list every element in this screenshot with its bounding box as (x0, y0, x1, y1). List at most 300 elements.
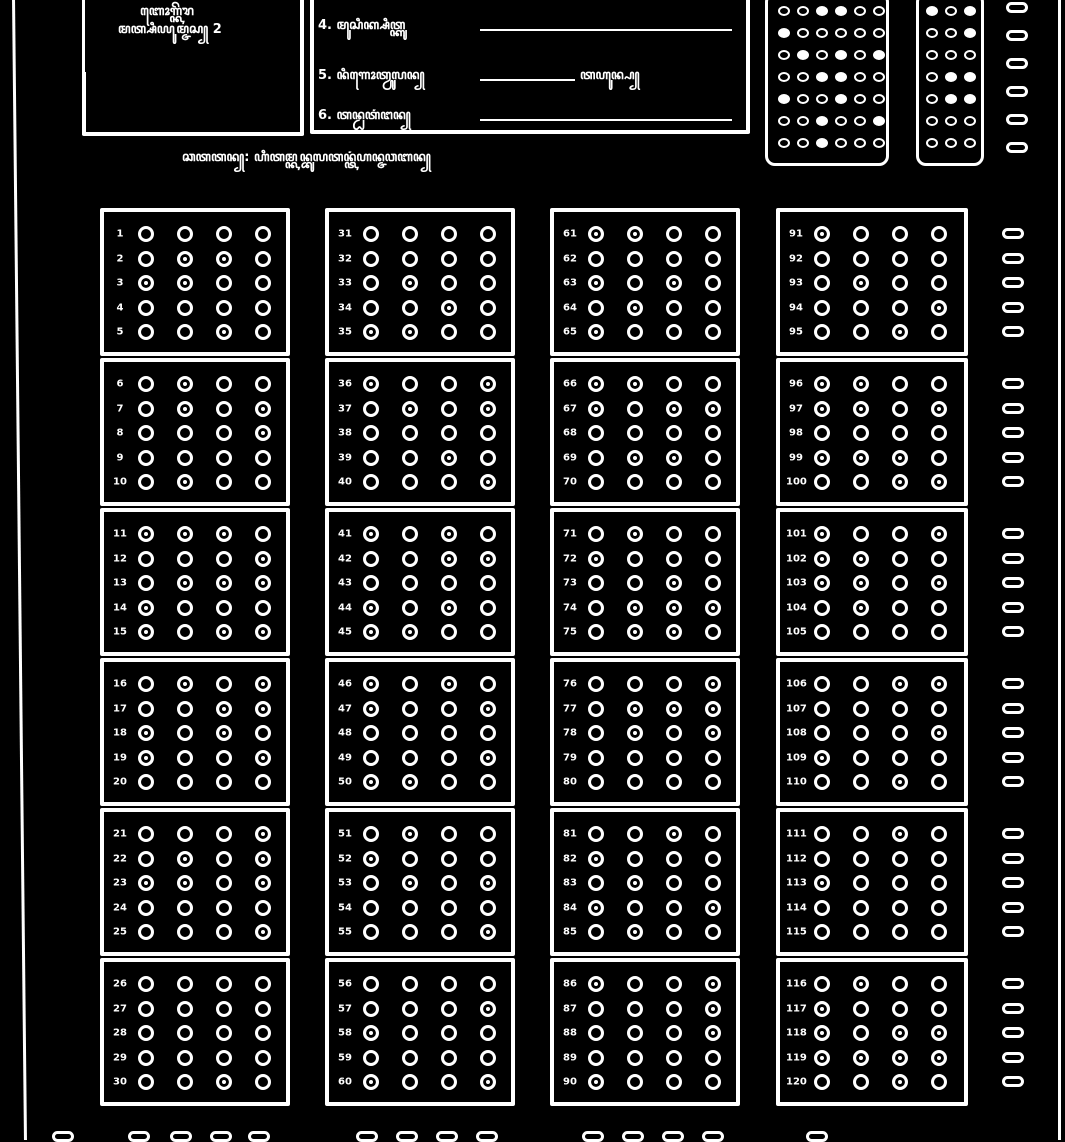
answer-bubble[interactable] (138, 774, 154, 790)
answer-bubble[interactable] (255, 251, 271, 267)
answer-bubble[interactable] (588, 624, 604, 640)
answer-bubble[interactable] (363, 1074, 379, 1090)
answer-bubble[interactable] (892, 624, 908, 640)
answer-bubble[interactable] (255, 1074, 271, 1090)
answer-bubble[interactable] (588, 851, 604, 867)
code-bubble[interactable] (964, 50, 976, 60)
answer-bubble[interactable] (588, 875, 604, 891)
answer-bubble[interactable] (814, 551, 830, 567)
answer-bubble[interactable] (853, 376, 869, 392)
answer-bubble[interactable] (705, 725, 721, 741)
code-bubble[interactable] (816, 138, 828, 148)
answer-bubble[interactable] (853, 701, 869, 717)
answer-bubble[interactable] (666, 226, 682, 242)
answer-bubble[interactable] (138, 376, 154, 392)
answer-bubble[interactable] (814, 401, 830, 417)
answer-bubble[interactable] (814, 324, 830, 340)
answer-bubble[interactable] (627, 300, 643, 316)
answer-bubble[interactable] (814, 875, 830, 891)
answer-bubble[interactable] (255, 226, 271, 242)
answer-bubble[interactable] (892, 875, 908, 891)
code-bubble[interactable] (964, 138, 976, 148)
answer-bubble[interactable] (892, 450, 908, 466)
answer-bubble[interactable] (627, 750, 643, 766)
answer-bubble[interactable] (441, 425, 457, 441)
answer-bubble[interactable] (705, 624, 721, 640)
answer-bubble[interactable] (216, 924, 232, 940)
answer-bubble[interactable] (892, 275, 908, 291)
answer-bubble[interactable] (814, 1025, 830, 1041)
answer-bubble[interactable] (177, 924, 193, 940)
answer-bubble[interactable] (705, 826, 721, 842)
answer-bubble[interactable] (177, 376, 193, 392)
answer-bubble[interactable] (480, 900, 496, 916)
answer-bubble[interactable] (441, 474, 457, 490)
answer-bubble[interactable] (402, 450, 418, 466)
answer-bubble[interactable] (441, 324, 457, 340)
answer-bubble[interactable] (892, 826, 908, 842)
answer-bubble[interactable] (480, 474, 496, 490)
answer-bubble[interactable] (441, 275, 457, 291)
answer-bubble[interactable] (666, 1050, 682, 1066)
answer-bubble[interactable] (931, 251, 947, 267)
answer-bubble[interactable] (705, 900, 721, 916)
answer-bubble[interactable] (480, 551, 496, 567)
code-bubble[interactable] (778, 116, 790, 126)
answer-bubble[interactable] (441, 376, 457, 392)
answer-bubble[interactable] (705, 474, 721, 490)
answer-bubble[interactable] (814, 624, 830, 640)
answer-bubble[interactable] (138, 300, 154, 316)
answer-bubble[interactable] (853, 774, 869, 790)
answer-bubble[interactable] (138, 575, 154, 591)
answer-bubble[interactable] (814, 275, 830, 291)
code-bubble[interactable] (945, 116, 957, 126)
answer-bubble[interactable] (480, 774, 496, 790)
answer-bubble[interactable] (138, 826, 154, 842)
answer-bubble[interactable] (853, 976, 869, 992)
answer-bubble[interactable] (363, 324, 379, 340)
answer-bubble[interactable] (441, 826, 457, 842)
answer-bubble[interactable] (363, 251, 379, 267)
answer-bubble[interactable] (402, 1025, 418, 1041)
answer-bubble[interactable] (705, 750, 721, 766)
answer-bubble[interactable] (588, 1025, 604, 1041)
answer-bubble[interactable] (627, 226, 643, 242)
answer-bubble[interactable] (138, 851, 154, 867)
answer-bubble[interactable] (216, 226, 232, 242)
answer-bubble[interactable] (138, 450, 154, 466)
answer-bubble[interactable] (363, 774, 379, 790)
answer-bubble[interactable] (177, 425, 193, 441)
answer-bubble[interactable] (892, 1001, 908, 1017)
code-bubble[interactable] (854, 94, 866, 104)
answer-bubble[interactable] (705, 551, 721, 567)
answer-bubble[interactable] (402, 851, 418, 867)
answer-bubble[interactable] (138, 1001, 154, 1017)
answer-bubble[interactable] (441, 725, 457, 741)
answer-bubble[interactable] (216, 425, 232, 441)
answer-bubble[interactable] (138, 425, 154, 441)
answer-bubble[interactable] (931, 425, 947, 441)
answer-bubble[interactable] (931, 774, 947, 790)
code-bubble[interactable] (816, 28, 828, 38)
answer-bubble[interactable] (216, 401, 232, 417)
answer-bubble[interactable] (853, 725, 869, 741)
answer-bubble[interactable] (931, 1001, 947, 1017)
answer-bubble[interactable] (255, 401, 271, 417)
answer-bubble[interactable] (853, 324, 869, 340)
answer-bubble[interactable] (177, 1050, 193, 1066)
answer-bubble[interactable] (138, 701, 154, 717)
answer-bubble[interactable] (666, 624, 682, 640)
answer-bubble[interactable] (441, 676, 457, 692)
answer-bubble[interactable] (666, 900, 682, 916)
answer-bubble[interactable] (627, 826, 643, 842)
answer-bubble[interactable] (814, 701, 830, 717)
answer-bubble[interactable] (892, 226, 908, 242)
answer-bubble[interactable] (402, 750, 418, 766)
answer-bubble[interactable] (931, 976, 947, 992)
answer-bubble[interactable] (138, 1025, 154, 1041)
answer-bubble[interactable] (177, 750, 193, 766)
answer-bubble[interactable] (588, 425, 604, 441)
answer-bubble[interactable] (402, 875, 418, 891)
answer-bubble[interactable] (138, 1050, 154, 1066)
form-line-blank[interactable] (480, 79, 575, 81)
answer-bubble[interactable] (705, 575, 721, 591)
answer-bubble[interactable] (931, 624, 947, 640)
answer-bubble[interactable] (480, 624, 496, 640)
answer-bubble[interactable] (588, 474, 604, 490)
answer-bubble[interactable] (402, 401, 418, 417)
answer-bubble[interactable] (705, 875, 721, 891)
code-bubble[interactable] (797, 116, 809, 126)
answer-bubble[interactable] (441, 624, 457, 640)
answer-bubble[interactable] (627, 376, 643, 392)
code-bubble[interactable] (873, 138, 885, 148)
answer-bubble[interactable] (627, 575, 643, 591)
answer-bubble[interactable] (138, 600, 154, 616)
answer-bubble[interactable] (814, 725, 830, 741)
answer-bubble[interactable] (363, 875, 379, 891)
answer-bubble[interactable] (627, 425, 643, 441)
code-bubble[interactable] (816, 94, 828, 104)
answer-bubble[interactable] (853, 851, 869, 867)
answer-bubble[interactable] (138, 226, 154, 242)
answer-bubble[interactable] (627, 676, 643, 692)
answer-bubble[interactable] (441, 300, 457, 316)
answer-bubble[interactable] (627, 450, 643, 466)
code-bubble[interactable] (835, 6, 847, 16)
answer-bubble[interactable] (138, 275, 154, 291)
answer-bubble[interactable] (480, 826, 496, 842)
answer-bubble[interactable] (216, 725, 232, 741)
code-bubble[interactable] (816, 6, 828, 16)
answer-bubble[interactable] (480, 324, 496, 340)
answer-bubble[interactable] (627, 851, 643, 867)
answer-bubble[interactable] (480, 1001, 496, 1017)
answer-bubble[interactable] (814, 300, 830, 316)
answer-bubble[interactable] (216, 526, 232, 542)
answer-bubble[interactable] (666, 474, 682, 490)
answer-bubble[interactable] (177, 1025, 193, 1041)
answer-bubble[interactable] (255, 474, 271, 490)
answer-bubble[interactable] (177, 774, 193, 790)
code-bubble[interactable] (835, 72, 847, 82)
answer-bubble[interactable] (705, 976, 721, 992)
answer-bubble[interactable] (931, 826, 947, 842)
answer-bubble[interactable] (627, 551, 643, 567)
answer-bubble[interactable] (853, 226, 869, 242)
answer-bubble[interactable] (588, 551, 604, 567)
answer-bubble[interactable] (588, 1001, 604, 1017)
form-line-blank[interactable] (480, 29, 732, 31)
answer-bubble[interactable] (588, 900, 604, 916)
answer-bubble[interactable] (480, 924, 496, 940)
answer-bubble[interactable] (627, 526, 643, 542)
answer-bubble[interactable] (705, 924, 721, 940)
code-bubble[interactable] (854, 6, 866, 16)
answer-bubble[interactable] (255, 300, 271, 316)
answer-bubble[interactable] (588, 324, 604, 340)
answer-bubble[interactable] (588, 575, 604, 591)
answer-bubble[interactable] (931, 551, 947, 567)
answer-bubble[interactable] (177, 324, 193, 340)
form-line-blank[interactable] (480, 119, 732, 121)
answer-bubble[interactable] (363, 425, 379, 441)
answer-bubble[interactable] (363, 900, 379, 916)
code-bubble[interactable] (835, 116, 847, 126)
code-bubble[interactable] (778, 6, 790, 16)
answer-bubble[interactable] (480, 1025, 496, 1041)
answer-bubble[interactable] (931, 600, 947, 616)
answer-bubble[interactable] (216, 624, 232, 640)
answer-bubble[interactable] (666, 750, 682, 766)
answer-bubble[interactable] (363, 474, 379, 490)
answer-bubble[interactable] (255, 1025, 271, 1041)
answer-bubble[interactable] (892, 376, 908, 392)
answer-bubble[interactable] (666, 1001, 682, 1017)
answer-bubble[interactable] (216, 701, 232, 717)
answer-bubble[interactable] (814, 1074, 830, 1090)
answer-bubble[interactable] (402, 324, 418, 340)
answer-bubble[interactable] (627, 875, 643, 891)
answer-bubble[interactable] (177, 474, 193, 490)
code-bubble[interactable] (797, 138, 809, 148)
answer-bubble[interactable] (627, 701, 643, 717)
answer-bubble[interactable] (255, 774, 271, 790)
answer-bubble[interactable] (363, 450, 379, 466)
answer-bubble[interactable] (853, 300, 869, 316)
answer-bubble[interactable] (666, 1025, 682, 1041)
answer-bubble[interactable] (892, 575, 908, 591)
answer-bubble[interactable] (402, 474, 418, 490)
code-bubble[interactable] (778, 50, 790, 60)
code-bubble[interactable] (778, 138, 790, 148)
answer-bubble[interactable] (363, 275, 379, 291)
answer-bubble[interactable] (255, 600, 271, 616)
answer-bubble[interactable] (892, 324, 908, 340)
answer-bubble[interactable] (588, 976, 604, 992)
answer-bubble[interactable] (892, 600, 908, 616)
answer-bubble[interactable] (627, 251, 643, 267)
answer-bubble[interactable] (666, 551, 682, 567)
code-bubble[interactable] (873, 116, 885, 126)
answer-bubble[interactable] (216, 300, 232, 316)
answer-bubble[interactable] (588, 924, 604, 940)
answer-bubble[interactable] (705, 425, 721, 441)
answer-bubble[interactable] (177, 251, 193, 267)
answer-bubble[interactable] (705, 676, 721, 692)
answer-bubble[interactable] (216, 1001, 232, 1017)
answer-bubble[interactable] (666, 774, 682, 790)
code-bubble[interactable] (835, 28, 847, 38)
answer-bubble[interactable] (441, 600, 457, 616)
answer-bubble[interactable] (931, 701, 947, 717)
code-bubble[interactable] (854, 50, 866, 60)
answer-bubble[interactable] (588, 226, 604, 242)
answer-bubble[interactable] (177, 600, 193, 616)
answer-bubble[interactable] (627, 976, 643, 992)
code-bubble[interactable] (926, 138, 938, 148)
answer-bubble[interactable] (666, 376, 682, 392)
answer-bubble[interactable] (480, 275, 496, 291)
answer-bubble[interactable] (814, 600, 830, 616)
code-bubble[interactable] (797, 28, 809, 38)
answer-bubble[interactable] (814, 676, 830, 692)
answer-bubble[interactable] (216, 1025, 232, 1041)
answer-bubble[interactable] (402, 1050, 418, 1066)
answer-bubble[interactable] (627, 324, 643, 340)
answer-bubble[interactable] (814, 376, 830, 392)
answer-bubble[interactable] (666, 300, 682, 316)
answer-bubble[interactable] (892, 774, 908, 790)
answer-bubble[interactable] (363, 826, 379, 842)
answer-bubble[interactable] (705, 1074, 721, 1090)
answer-bubble[interactable] (216, 551, 232, 567)
answer-bubble[interactable] (177, 725, 193, 741)
code-bubble[interactable] (964, 6, 976, 16)
answer-bubble[interactable] (853, 750, 869, 766)
answer-bubble[interactable] (402, 251, 418, 267)
answer-bubble[interactable] (216, 750, 232, 766)
answer-bubble[interactable] (402, 376, 418, 392)
answer-bubble[interactable] (177, 551, 193, 567)
code-bubble[interactable] (964, 94, 976, 104)
answer-bubble[interactable] (892, 251, 908, 267)
answer-bubble[interactable] (177, 526, 193, 542)
answer-bubble[interactable] (441, 575, 457, 591)
answer-bubble[interactable] (666, 450, 682, 466)
code-bubble[interactable] (797, 50, 809, 60)
answer-bubble[interactable] (255, 526, 271, 542)
answer-bubble[interactable] (177, 676, 193, 692)
answer-bubble[interactable] (480, 401, 496, 417)
answer-bubble[interactable] (402, 526, 418, 542)
answer-bubble[interactable] (814, 526, 830, 542)
answer-bubble[interactable] (216, 376, 232, 392)
answer-bubble[interactable] (931, 450, 947, 466)
answer-bubble[interactable] (853, 600, 869, 616)
answer-bubble[interactable] (255, 450, 271, 466)
answer-bubble[interactable] (441, 900, 457, 916)
answer-bubble[interactable] (363, 1001, 379, 1017)
code-bubble[interactable] (873, 6, 885, 16)
answer-bubble[interactable] (892, 701, 908, 717)
answer-bubble[interactable] (705, 376, 721, 392)
answer-bubble[interactable] (255, 826, 271, 842)
answer-bubble[interactable] (814, 851, 830, 867)
answer-bubble[interactable] (666, 526, 682, 542)
answer-bubble[interactable] (588, 725, 604, 741)
answer-bubble[interactable] (705, 774, 721, 790)
answer-bubble[interactable] (814, 774, 830, 790)
answer-bubble[interactable] (705, 1001, 721, 1017)
answer-bubble[interactable] (627, 600, 643, 616)
code-bubble[interactable] (945, 72, 957, 82)
answer-bubble[interactable] (441, 976, 457, 992)
answer-bubble[interactable] (931, 300, 947, 316)
answer-bubble[interactable] (627, 1074, 643, 1090)
answer-bubble[interactable] (666, 725, 682, 741)
answer-bubble[interactable] (480, 300, 496, 316)
answer-bubble[interactable] (255, 851, 271, 867)
answer-bubble[interactable] (892, 425, 908, 441)
answer-bubble[interactable] (441, 551, 457, 567)
answer-bubble[interactable] (588, 600, 604, 616)
answer-bubble[interactable] (814, 900, 830, 916)
answer-bubble[interactable] (666, 575, 682, 591)
answer-bubble[interactable] (853, 875, 869, 891)
answer-bubble[interactable] (931, 1025, 947, 1041)
answer-bubble[interactable] (138, 251, 154, 267)
answer-bubble[interactable] (705, 526, 721, 542)
answer-bubble[interactable] (363, 376, 379, 392)
answer-bubble[interactable] (402, 725, 418, 741)
answer-bubble[interactable] (138, 725, 154, 741)
answer-bubble[interactable] (705, 701, 721, 717)
answer-bubble[interactable] (138, 875, 154, 891)
answer-bubble[interactable] (402, 826, 418, 842)
answer-bubble[interactable] (480, 701, 496, 717)
answer-bubble[interactable] (931, 401, 947, 417)
answer-bubble[interactable] (363, 976, 379, 992)
answer-bubble[interactable] (588, 526, 604, 542)
code-bubble[interactable] (778, 94, 790, 104)
answer-bubble[interactable] (255, 725, 271, 741)
answer-bubble[interactable] (853, 1050, 869, 1066)
answer-bubble[interactable] (931, 526, 947, 542)
answer-bubble[interactable] (216, 600, 232, 616)
answer-bubble[interactable] (588, 750, 604, 766)
answer-bubble[interactable] (480, 1074, 496, 1090)
answer-bubble[interactable] (853, 474, 869, 490)
answer-bubble[interactable] (441, 875, 457, 891)
answer-bubble[interactable] (627, 1025, 643, 1041)
code-bubble[interactable] (964, 72, 976, 82)
answer-bubble[interactable] (255, 624, 271, 640)
answer-bubble[interactable] (931, 851, 947, 867)
answer-bubble[interactable] (402, 924, 418, 940)
answer-bubble[interactable] (705, 401, 721, 417)
answer-bubble[interactable] (853, 575, 869, 591)
code-bubble[interactable] (964, 116, 976, 126)
answer-bubble[interactable] (441, 750, 457, 766)
answer-bubble[interactable] (363, 300, 379, 316)
answer-bubble[interactable] (177, 900, 193, 916)
answer-bubble[interactable] (255, 551, 271, 567)
